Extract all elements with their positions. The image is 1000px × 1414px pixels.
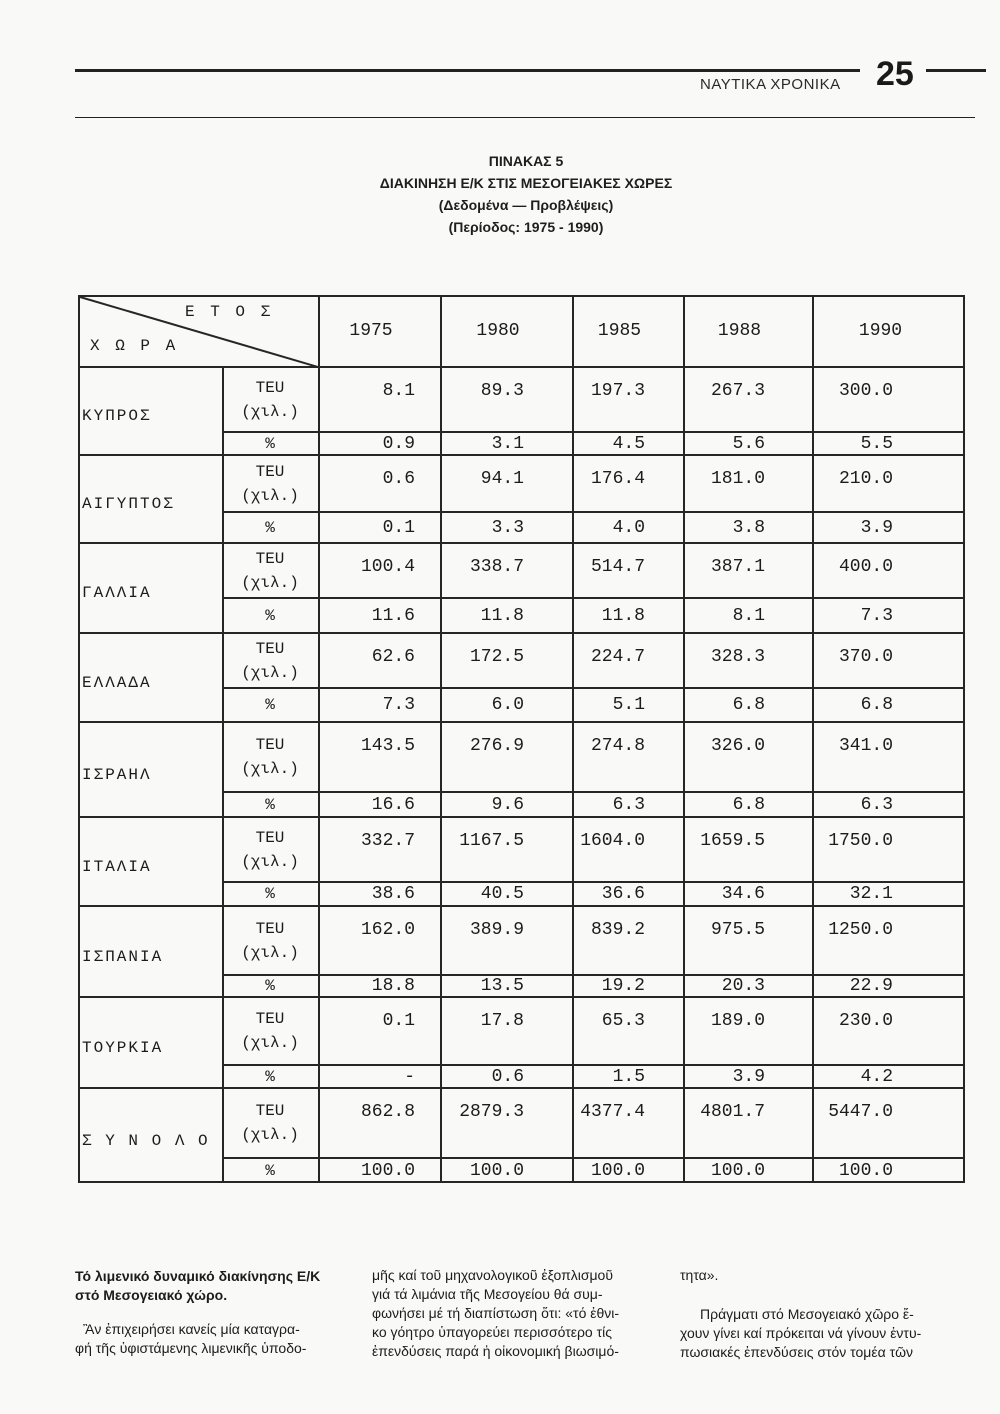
article-line: τητα». xyxy=(680,1267,719,1283)
teu-value: 975.5 xyxy=(710,920,765,940)
percent-value: 34.6 xyxy=(721,884,765,904)
article-line: πωσιακές ἐπενδύσεις στόν τομέα τῶν xyxy=(680,1344,914,1360)
unit-teu-label: TEU xyxy=(255,1010,285,1028)
country-name: Σ Υ Ν Ο Λ Ο xyxy=(82,1131,210,1150)
article-column-3 xyxy=(680,1266,978,1362)
unit-cell-teu xyxy=(222,997,318,1065)
teu-value: 1659.5 xyxy=(700,831,765,851)
percent-value: - xyxy=(404,1066,415,1087)
unit-cell-teu xyxy=(222,817,318,882)
teu-percent-separator xyxy=(222,791,965,793)
percent-value: 3.8 xyxy=(732,517,765,538)
unit-teu-label: TEU xyxy=(255,378,285,397)
unit-percent-label: % xyxy=(265,1067,275,1086)
unit-thousands-label: (χιλ.) xyxy=(241,573,299,592)
teu-value: 197.3 xyxy=(590,381,645,401)
percent-value: 20.3 xyxy=(721,976,765,996)
unit-teu-label: TEU xyxy=(255,549,285,568)
header-rule-left xyxy=(75,69,860,72)
percent-value: 32.1 xyxy=(849,884,893,904)
country-name: ΕΛΛΑΔΑ xyxy=(82,673,152,692)
percent-value: 5.6 xyxy=(732,433,765,454)
article-line: φή τῆς ὑφιστάμενης λιμενικῆς ὑποδο- xyxy=(75,1340,307,1356)
teu-value: 2879.3 xyxy=(459,1102,524,1122)
article-line: Πράγματι στό Μεσογειακό χῶρο ἔ- xyxy=(700,1306,914,1322)
unit-percent-label: % xyxy=(265,696,275,714)
percent-value: 6.8 xyxy=(732,794,765,815)
teu-value: 328.3 xyxy=(710,647,765,667)
teu-percent-separator xyxy=(222,511,965,513)
year-header: 1975 xyxy=(349,321,393,341)
magazine-name: ΝΑΥΤΙΚΑ ΧΡΟΝΙΚΑ xyxy=(700,76,841,93)
article-line: φωνήσει μέ τή διαπίστωση ὅτι: «τό ἐθνι- xyxy=(372,1305,620,1321)
article-heading-line: στό Μεσογειακό χώρο. xyxy=(75,1287,228,1303)
teu-value: 326.0 xyxy=(710,736,765,756)
country-name: ΚΥΠΡΟΣ xyxy=(82,407,152,425)
teu-value: 89.3 xyxy=(480,381,524,401)
percent-value: 11.8 xyxy=(601,605,645,626)
unit-teu-label: TEU xyxy=(255,919,285,938)
unit-cell-teu xyxy=(222,367,318,432)
unit-percent-label: % xyxy=(265,795,275,814)
teu-value: 338.7 xyxy=(469,557,524,577)
percent-value: 1.5 xyxy=(612,1066,645,1087)
table-period: (Περίοδος: 1975 - 1990) xyxy=(448,219,604,235)
unit-teu-label: TEU xyxy=(255,639,285,658)
teu-percent-separator xyxy=(222,881,965,883)
percent-value: 6.3 xyxy=(612,794,645,815)
teu-value: 0.1 xyxy=(382,1011,415,1031)
teu-value: 65.3 xyxy=(601,1011,645,1031)
unit-percent-label: % xyxy=(265,1161,275,1180)
unit-teu-label: TEU xyxy=(255,736,285,754)
teu-value: 62.6 xyxy=(371,647,415,667)
percent-value: 0.9 xyxy=(382,433,415,454)
percent-value: 11.8 xyxy=(480,605,524,626)
percent-value: 16.6 xyxy=(371,794,415,815)
teu-value: 94.1 xyxy=(480,469,524,489)
unit-thousands-label: (χιλ.) xyxy=(241,760,299,778)
table-number: ΠΙΝΑΚΑΣ 5 xyxy=(488,153,564,169)
percent-value: 40.5 xyxy=(480,884,524,904)
percent-value: 5.5 xyxy=(860,433,893,454)
header-rule-right xyxy=(926,69,986,72)
percent-value: 6.3 xyxy=(860,794,893,815)
country-name: ΑΙΓΥΠΤΟΣ xyxy=(82,495,175,513)
teu-value: 162.0 xyxy=(360,920,415,940)
percent-value: 3.9 xyxy=(732,1066,765,1087)
article-heading-line: Τό λιμενικό δυναμικό διακίνησης Ε/Κ xyxy=(75,1268,321,1284)
teu-value: 189.0 xyxy=(710,1011,765,1031)
percent-value: 7.3 xyxy=(382,695,415,715)
unit-teu-label: TEU xyxy=(255,1102,285,1120)
percent-value: 100.0 xyxy=(710,1160,765,1181)
unit-cell-teu xyxy=(222,633,318,688)
teu-value: 181.0 xyxy=(710,469,765,489)
unit-percent-label: % xyxy=(265,977,275,995)
country-name: ΙΣΠΑΝΙΑ xyxy=(82,947,164,966)
percent-value: 100.0 xyxy=(469,1160,524,1181)
article-line: γιά τά λιμάνια τῆς Μεσογείου θά συμ- xyxy=(372,1286,603,1302)
percent-value: 19.2 xyxy=(601,976,645,996)
teu-value: 387.1 xyxy=(710,557,765,577)
percent-value: 13.5 xyxy=(480,976,524,996)
percent-value: 0.1 xyxy=(382,517,415,538)
teu-value: 172.5 xyxy=(469,647,524,667)
percent-value: 4.2 xyxy=(860,1066,893,1087)
teu-value: 370.0 xyxy=(838,647,893,667)
year-header: 1988 xyxy=(717,321,762,341)
corner-year-label: Ε Τ Ο Σ xyxy=(185,303,274,321)
percent-value: 6.8 xyxy=(732,695,765,715)
article-line: κο γόητρο ὑπαγορεύει περισσότερο τίς xyxy=(372,1324,612,1340)
percent-value: 4.0 xyxy=(612,517,645,538)
data-table xyxy=(78,295,965,1183)
percent-value: 18.8 xyxy=(371,976,415,996)
article-line: μῆς καί τοῦ μηχανολογικοῦ ἐξοπλισμοῦ xyxy=(372,1267,614,1283)
teu-value: 224.7 xyxy=(590,647,645,667)
teu-value: 1167.5 xyxy=(459,831,524,851)
percent-value: 36.6 xyxy=(601,884,645,904)
country-name: ΓΑΛΛΙΑ xyxy=(82,584,152,602)
country-name: ΙΣΡΑΗΛ xyxy=(82,765,152,784)
percent-value: 4.5 xyxy=(612,433,645,454)
teu-value: 0.6 xyxy=(382,469,415,489)
percent-value: 7.3 xyxy=(860,605,893,626)
teu-value: 267.3 xyxy=(710,381,765,401)
percent-value: 8.1 xyxy=(732,605,765,626)
table-subtitle: (Δεδομένα — Προβλέψεις) xyxy=(438,197,614,213)
teu-value: 4801.7 xyxy=(700,1102,765,1122)
table-title xyxy=(300,150,752,238)
unit-thousands-label: (χιλ.) xyxy=(241,1126,299,1144)
teu-value: 1750.0 xyxy=(828,831,893,851)
teu-value: 143.5 xyxy=(360,736,415,756)
teu-value: 5447.0 xyxy=(828,1102,893,1122)
teu-percent-separator xyxy=(222,687,965,689)
teu-value: 8.1 xyxy=(382,381,415,401)
teu-value: 514.7 xyxy=(590,557,645,577)
unit-thousands-label: (χιλ.) xyxy=(241,943,299,962)
unit-cell-teu xyxy=(222,906,318,975)
percent-value: 6.0 xyxy=(491,695,524,715)
teu-value: 4377.4 xyxy=(580,1102,645,1122)
unit-cell-teu xyxy=(222,1088,318,1158)
teu-percent-separator xyxy=(222,1064,965,1066)
unit-thousands-label: (χιλ.) xyxy=(241,852,299,871)
percent-value: 6.8 xyxy=(860,695,893,715)
percent-value: 11.6 xyxy=(371,605,415,626)
unit-thousands-label: (χιλ.) xyxy=(241,1034,299,1052)
teu-value: 341.0 xyxy=(838,736,893,756)
percent-value: 0.6 xyxy=(491,1066,524,1087)
article-line: Ἂν ἐπιχειρήσει κανείς μία καταγρα- xyxy=(83,1321,300,1337)
percent-value: 100.0 xyxy=(590,1160,645,1181)
teu-value: 862.8 xyxy=(360,1102,415,1122)
country-name: ΙΤΑΛΙΑ xyxy=(82,857,152,876)
percent-value: 100.0 xyxy=(838,1160,893,1181)
table-heading: ΔΙΑΚΙΝΗΣΗ Ε/Κ ΣΤΙΣ ΜΕΣΟΓΕΙΑΚΕΣ ΧΩΡΕΣ xyxy=(379,175,673,191)
teu-value: 210.0 xyxy=(838,469,893,489)
unit-thousands-label: (χιλ.) xyxy=(241,486,299,505)
article-column-1 xyxy=(75,1267,360,1358)
article-line: ἐπενδύσεις παρά ἡ οἰκονομική βιωσιμό- xyxy=(372,1343,619,1359)
percent-value: 5.1 xyxy=(612,695,645,715)
unit-percent-label: % xyxy=(265,606,275,625)
teu-value: 400.0 xyxy=(838,557,893,577)
year-header: 1980 xyxy=(476,321,520,341)
percent-value: 3.9 xyxy=(860,517,893,538)
percent-value: 100.0 xyxy=(360,1160,415,1181)
unit-teu-label: TEU xyxy=(255,462,285,481)
percent-value: 22.9 xyxy=(849,976,893,996)
percent-value: 3.1 xyxy=(491,433,524,454)
teu-value: 230.0 xyxy=(838,1011,893,1031)
teu-value: 100.4 xyxy=(360,557,415,577)
unit-cell-teu xyxy=(222,455,318,512)
teu-percent-separator xyxy=(222,1157,965,1159)
unit-percent-label: % xyxy=(265,518,275,537)
unit-cell-teu xyxy=(222,722,318,792)
unit-thousands-label: (χιλ.) xyxy=(241,402,299,421)
year-header: 1990 xyxy=(858,321,903,341)
percent-value: 9.6 xyxy=(491,794,524,815)
teu-value: 1250.0 xyxy=(828,920,893,940)
header-thin-rule xyxy=(75,117,975,118)
unit-percent-label: % xyxy=(265,434,275,453)
unit-teu-label: TEU xyxy=(255,828,285,847)
teu-value: 300.0 xyxy=(838,381,893,401)
percent-value: 38.6 xyxy=(371,884,415,904)
article-line: χουν γίνει καί πρόκειται νά γίνουν ἐντυ- xyxy=(680,1325,922,1341)
teu-percent-separator xyxy=(222,431,965,433)
teu-value: 17.8 xyxy=(480,1011,524,1031)
teu-percent-separator xyxy=(222,974,965,976)
year-header: 1985 xyxy=(597,321,642,341)
teu-value: 1604.0 xyxy=(580,831,645,851)
unit-cell-teu xyxy=(222,543,318,598)
teu-value: 839.2 xyxy=(590,920,645,940)
unit-thousands-label: (χιλ.) xyxy=(241,663,299,682)
teu-value: 276.9 xyxy=(469,736,524,756)
teu-value: 274.8 xyxy=(590,736,645,756)
corner-country-label: Χ Ω Ρ Α xyxy=(90,337,179,355)
page-number: 25 xyxy=(876,55,914,93)
teu-value: 332.7 xyxy=(360,831,415,851)
teu-value: 389.9 xyxy=(469,920,524,940)
teu-percent-separator xyxy=(222,597,965,599)
article-column-2 xyxy=(372,1266,667,1361)
teu-value: 176.4 xyxy=(590,469,645,489)
percent-value: 3.3 xyxy=(491,517,524,538)
unit-percent-label: % xyxy=(265,885,275,903)
country-name: ΤΟΥΡΚΙΑ xyxy=(82,1038,164,1057)
